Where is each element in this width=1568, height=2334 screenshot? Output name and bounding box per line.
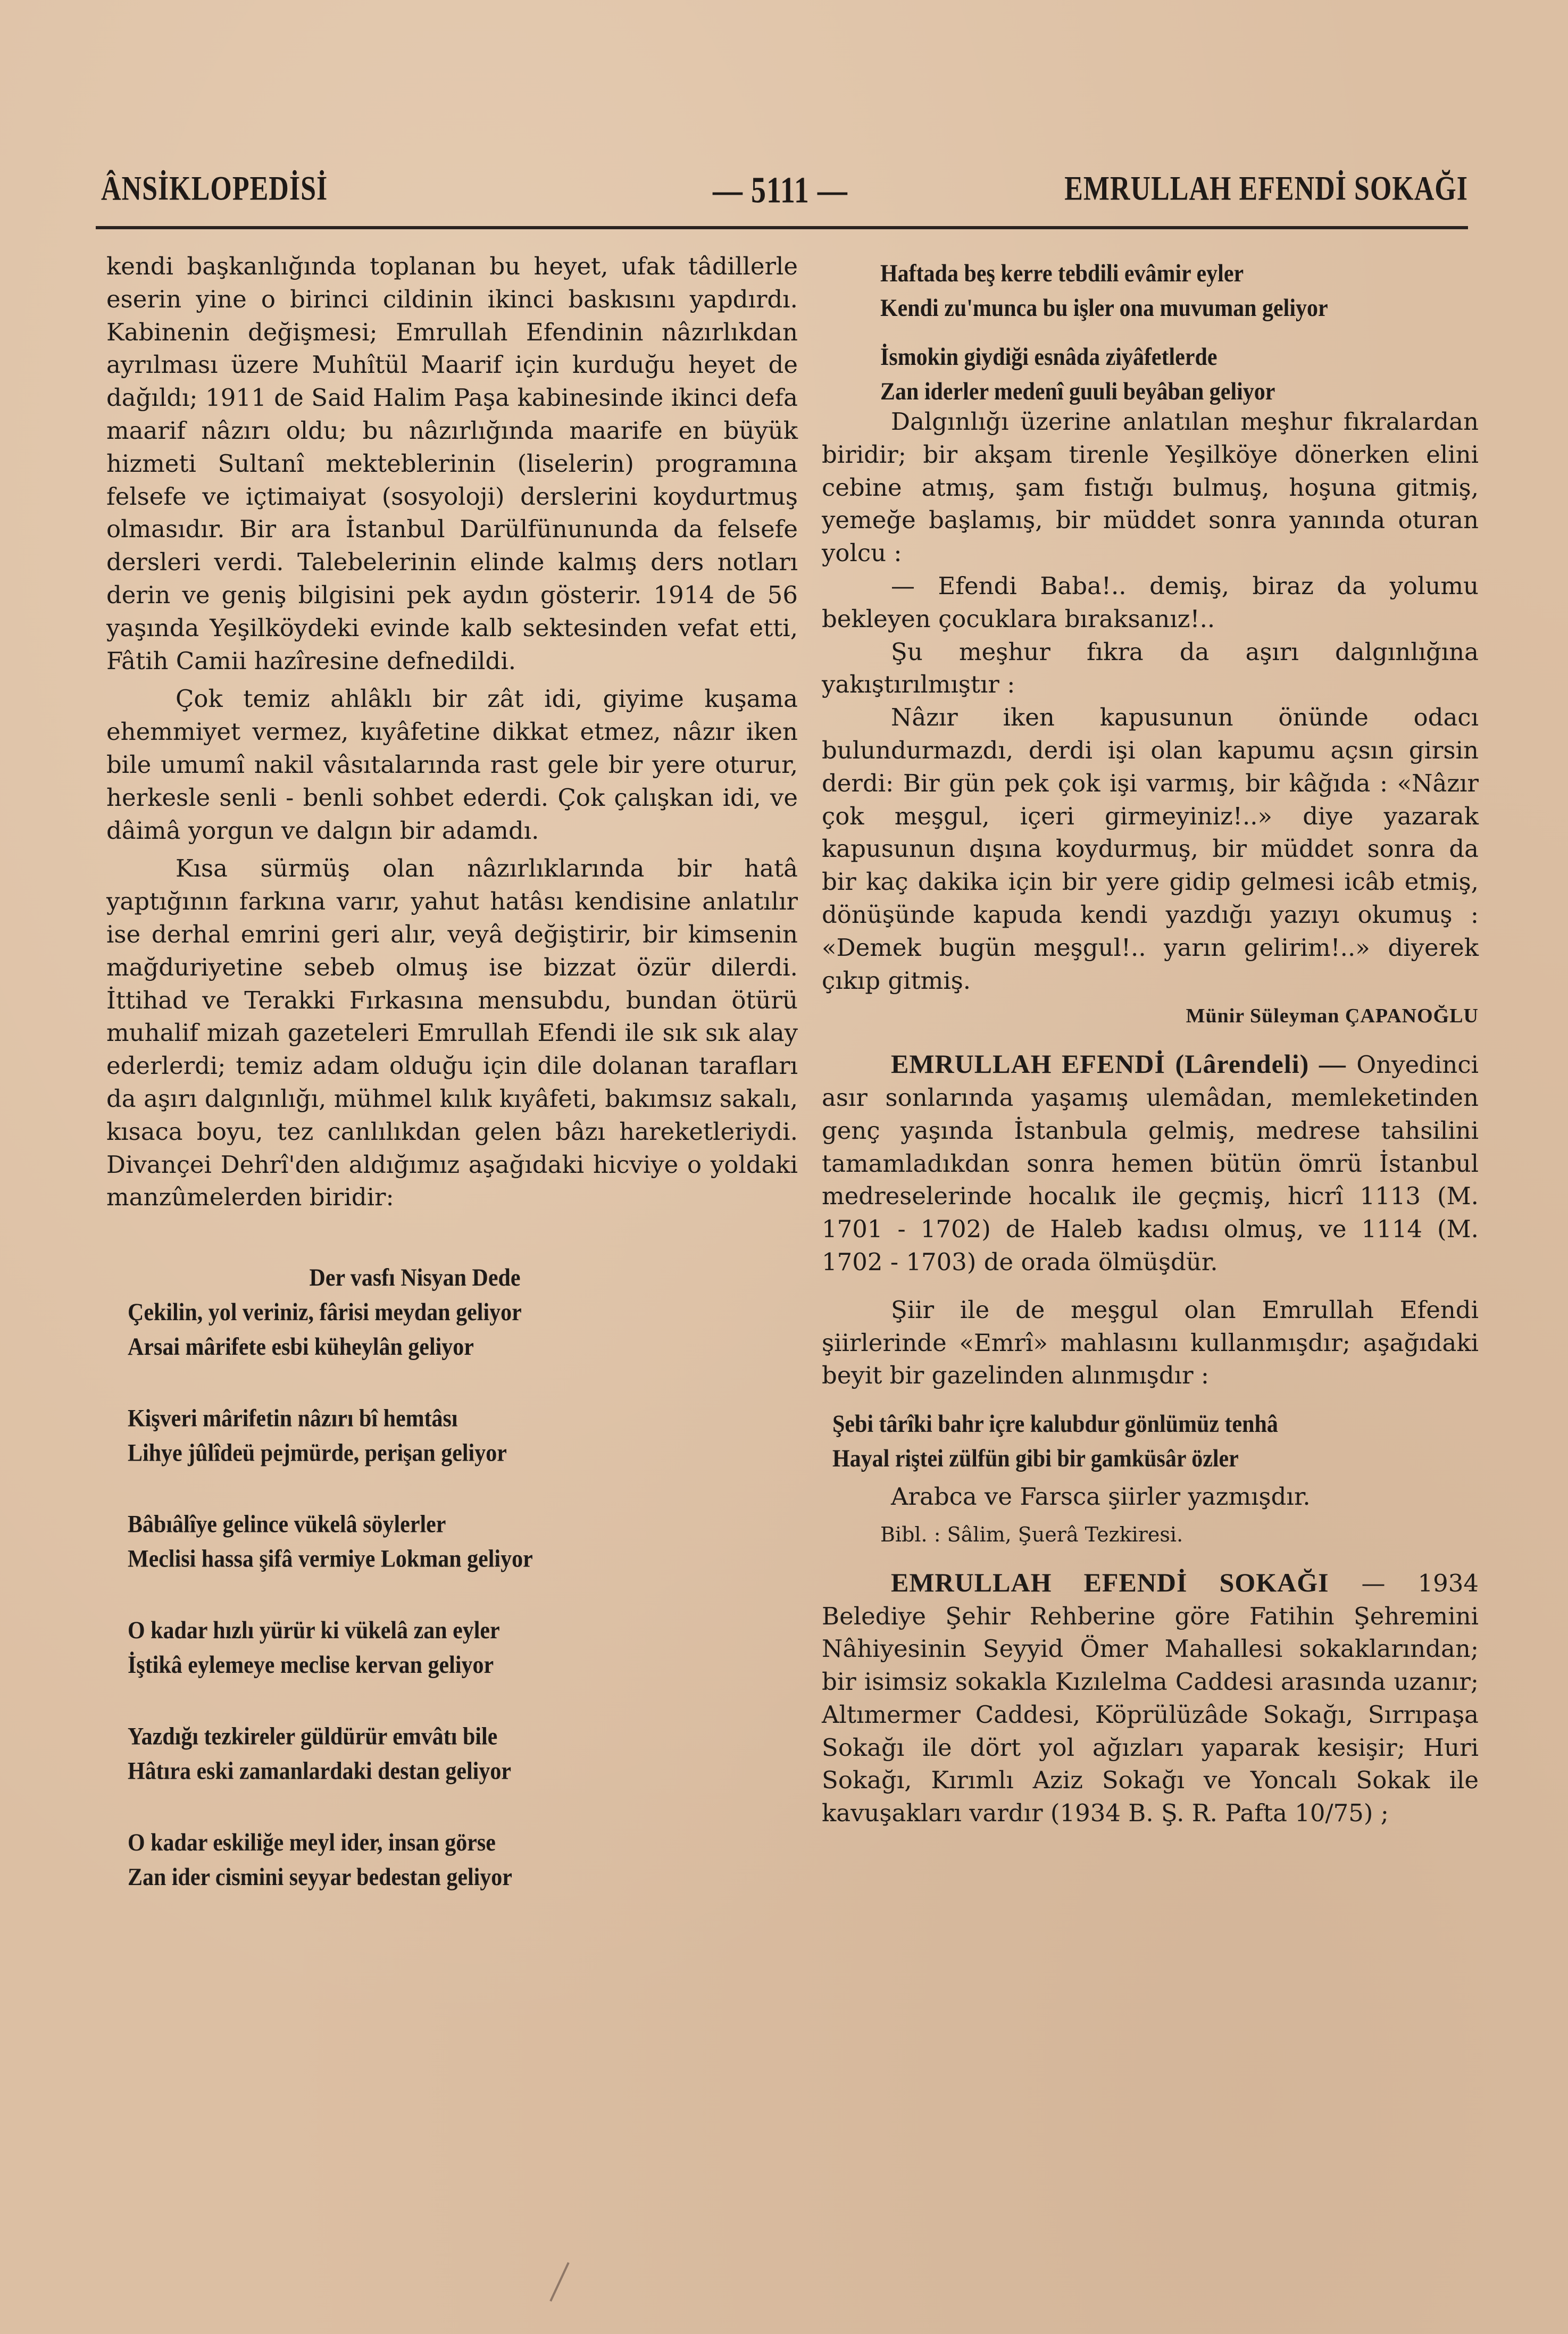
poem-line: O kadar hızlı yürür ki vükelâ zan eyler <box>128 1616 500 1645</box>
bibliography: Bibl. : Sâlim, Şuerâ Tezkiresi. <box>880 1522 1183 1546</box>
header-rule <box>96 226 1468 229</box>
poem-line: Şebi târîki bahr içre kalubdur gönlümüz tenhâ <box>832 1410 1278 1438</box>
page-number: — 5111 — <box>713 170 848 211</box>
entry-paragraph <box>822 1048 1479 1279</box>
poem-line: Arsai mârifete esbi küheylân geliyor <box>128 1333 474 1361</box>
poem-line: Zan ider cismini seyyar bedestan geliyor <box>128 1863 512 1891</box>
poem-line: İsmokin giydiği esnâda ziyâfetlerde <box>880 343 1217 371</box>
paragraph: Nâzır iken kapusunun önünde odacı bulundurmazdı, derdi işi olan kapumu açsın girsin derdi: Bir gün pek çok işi varmış, bir kâğıda : «Nâzır çok meşgul, içeri girmeyiniz!..» diye yazarak kapusunun dışına koydurmuş, bir müddet sonra da bir kaç dakika için bir yere gidip gelmesi icâb etmiş, dönüşünde kapuda kendi yazdığı yazıyı okumuş : «Demek bugün meşgul!.. yarın gelirim!..» diyerek çıkıp gitmiş. <box>822 703 1479 995</box>
poem-line: Hâtıra eski zamanlardaki destan geliyor <box>128 1757 511 1785</box>
entry-heading: EMRULLAH EFENDİ SOKAĞI <box>891 1567 1329 1597</box>
right-column <box>822 250 1479 1830</box>
poem-line: Kişveri mârifetin nâzırı bî hemtâsı <box>128 1405 458 1432</box>
entry-text: — 1934 Belediye Şehir Rehberine göre Fatihin Şehremini Nâhiyesinin Seyyid Ömer Mahallesi sokaklarından; bir isimsiz sokakla Kızılelma Caddesi arasında uzanır; Altımermer Caddesi, Köprülüzâde Sokağı, Sırrıpaşa Sokağı ile dört yol ağızları yaparak kesişir; Huri Sokağı, Kırımlı Aziz Sokağı ve Yoncalı Sokak ile kavuşakları vardır (1934 B. Ş. R. Pafta 10/75) ; <box>822 1569 1479 1828</box>
page-header <box>96 169 1468 212</box>
poem-line: Çekilin, yol veriniz, fârisi meydan geliyor <box>128 1298 522 1327</box>
poem-line: Hayal riştei zülfün gibi bir gamküsâr özler <box>832 1445 1239 1473</box>
paragraph: kendi başkanlığında toplanan bu heyet, ufak tâdillerle eserin yine o birinci cildinin ikinci baskısını yapdırdı. Kabinenin değişmesi; Emrullah Efendinin nâzırlıkdan ayrılması üzere Muhîtül Maarif için kurduğu heyet de dağıldı; 1911 de Said Halim Paşa kabinesinde ikinci defa maarif nâzırı oldu; bu nâzırlığında maarife en büyük hizmeti Sultanî mekteblerinin (liselerin) programına felsefe ve içtimaiyat (sosyoloji) derslerini koydurtmuş olmasıdır. Bir ara İstanbul Darülfünununda da felsefe dersleri verdi. Talebelerinin elinde kalmış ders notları derin ve geniş bilgisini pek aydın gösterir. 1914 de 56 yaşında Yeşilköydeki evinde kalb sektesinden vefat etti, Fâtih Camii hazîresine defnedildi. <box>106 252 798 675</box>
paragraph: Arabca ve Farsca şiirler yazmışdır. <box>891 1482 1311 1511</box>
ink-mark <box>549 2262 569 2302</box>
poem-stanza <box>128 1720 798 1789</box>
entry-heading: EMRULLAH EFENDİ (Lârendeli) — <box>891 1049 1346 1079</box>
poem-stanza <box>880 256 1479 326</box>
author-signature: Münir Süleyman ÇAPANOĞLU <box>1186 1005 1479 1028</box>
paragraph: — Efendi Baba!.. demiş, biraz da yolumu bekleyen çocuklara bıraksanız!.. <box>822 571 1479 633</box>
running-head-right: EMRULLAH EFENDİ SOKAĞI <box>1064 170 1468 208</box>
satirical-poem <box>128 1261 798 1895</box>
paragraph: Şiir ile de meşgul olan Emrullah Efendi şiirlerinde «Emrî» mahlasını kullanmışdır; aşağıdaki beyit bir gazelinden alınmışdır : <box>822 1295 1479 1390</box>
paragraph: Şu meşhur fıkra da aşırı dalgınlığına yakıştırılmıştır : <box>822 637 1479 699</box>
paragraph: Çok temiz ahlâklı bir zât idi, giyime kuşama ehemmiyet vermez, kıyâfetine dikkat etmez, nâzır iken bile umumî nakil vâsıtalarında rast gele bir yere oturur, herkesle senli - benli sohbet ederdi. Çok çalışkan idi, ve dâimâ yorgun ve dalgın bir adamdı. <box>106 685 798 845</box>
poem-stanza <box>128 1825 798 1895</box>
poem-stanza <box>128 1401 798 1470</box>
entry-text: Onyedinci asır sonlarında yaşamış ulemâdan, memleketinden genç yaşında İstanbula gelmiş, medrese tahsilini tamamladıkdan sonra hemen bütün ömrü İstanbul medreselerinde hocalık ile geçmiş, hicrî 1113 (M. 1701 - 1702) de Haleb kadısı olmuş, ve 1114 (M. 1702 - 1703) de orada ölmüşdür. <box>822 1051 1479 1276</box>
poem-line: Meclisi hassa şifâ vermiye Lokman geliyor <box>128 1545 533 1573</box>
left-column <box>106 250 798 1891</box>
beyit <box>832 1407 1479 1476</box>
poem-line: O kadar eskiliğe meyl ider, insan görse <box>128 1829 496 1857</box>
poem-line: Kendi zu'munca bu işler ona muvuman geliyor <box>880 294 1328 322</box>
poem-stanza <box>128 1613 798 1682</box>
poem-stanza <box>128 1507 798 1577</box>
running-head-left: ÂNSİKLOPEDİSİ <box>101 170 328 208</box>
poem-line: Haftada beş kerre tebdili evâmir eyler <box>880 260 1244 288</box>
poem-line: Zan iderler medenî guuli beyâban geliyor <box>880 378 1275 405</box>
poem-title: Der vasfı Nisyan Dede <box>309 1264 521 1292</box>
poem-stanza <box>128 1261 798 1364</box>
entry-paragraph <box>822 1566 1479 1830</box>
poem-line: İştikâ eylemeye meclise kervan geliyor <box>128 1651 494 1679</box>
poem-continuation <box>880 256 1479 409</box>
poem-line: Bâbıâlîye gelince vükelâ söylerler <box>128 1511 446 1539</box>
paragraph: Kısa sürmüş olan nâzırlıklarında bir hatâ yaptığının farkına varır, yahut hatâsı kendisine anlatılır ise derhal emrini geri alır, veyâ değiştirir, bir kimsenin mağduriyetine sebeb olmuş ise bizzat özür dilerdi. İttihad ve Terakki Fırkasına mensubdu, bundan ötürü muhalif mizah gazeteleri Emrullah Efendi ile sık sık alay ederlerdi; temiz adam olduğu için dile dolanan tarafları da aşırı dalgınlığı, mühmel kılık kıyâfeti, bakımsız sakalı, kısaca boyu, tez canlılıkdan gelen bâzı hareketleriydi. Divançei Dehrî'den aldığımız aşağıdaki hicviye o yoldaki manzûmelerden biridir: <box>106 854 798 1212</box>
paragraph: Dalgınlığı üzerine anlatılan meşhur fıkralardan biridir; bir akşam tirenle Yeşilköye dönerken elini cebine atmış, şam fıstığı bulmuş, hoşuna gitmiş, yemeğe başlamış, bir müddet sonra yanında oturan yolcu : <box>822 407 1479 568</box>
poem-line: Yazdığı tezkireler güldürür emvâtı bile <box>128 1723 498 1750</box>
poem-stanza <box>880 340 1479 409</box>
poem-line: Lihye jûlîdeü pejmürde, perişan geliyor <box>128 1439 507 1467</box>
